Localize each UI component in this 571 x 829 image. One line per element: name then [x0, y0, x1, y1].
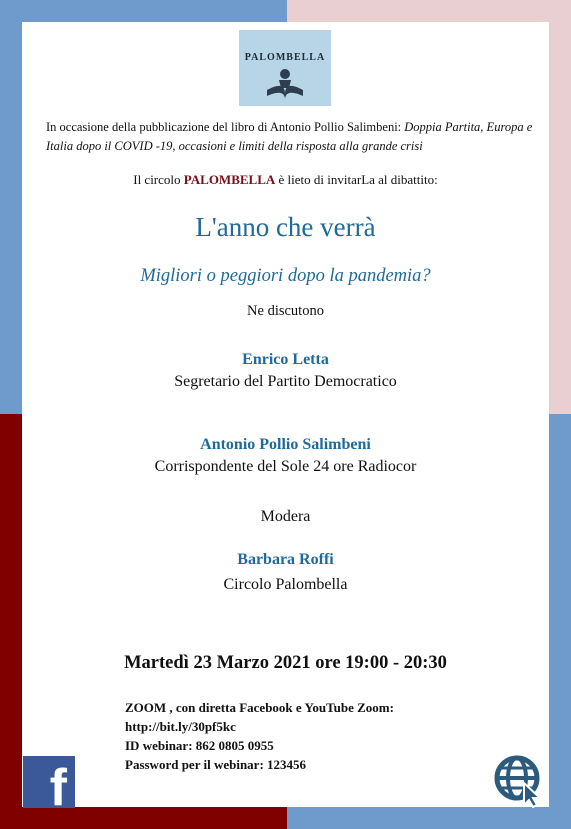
invite-after: è lieto di invitarLa al dibattito:: [275, 172, 438, 187]
webinar-id: ID webinar: 862 0805 0955: [125, 738, 274, 753]
web-globe-cursor-icon[interactable]: [491, 752, 547, 808]
speaker-name: Antonio Pollio Salimbeni: [200, 436, 371, 453]
event-title: L'anno che verrà: [195, 212, 376, 242]
logo-book-icon: [239, 30, 331, 106]
invite-line: [22, 172, 549, 188]
zoom-line: ZOOM , con diretta Facebook e YouTube Zoom:: [125, 700, 394, 715]
intro-lead: In occasione della pubblicazione del libro di Antonio Pollio Salimbeni:: [46, 120, 405, 134]
moderator-label: Modera: [260, 508, 311, 525]
speaker-role: Corrispondente del Sole 24 ore Radiocor: [154, 458, 417, 475]
facebook-icon[interactable]: f: [23, 756, 75, 808]
moderator-role: Circolo Palombella: [223, 576, 348, 593]
palombella-logo: [239, 30, 331, 106]
intro-text: [46, 118, 536, 156]
event-subtitle: Migliori o peggiori dopo la pandemia?: [140, 266, 431, 286]
logo-text: PALOMBELLA: [244, 52, 326, 63]
webinar-password: Password per il webinar: 123456: [125, 757, 307, 772]
speaker-name: Enrico Letta: [242, 351, 329, 368]
connection-details: [125, 698, 394, 774]
book-title: Doppia Partita, Europa e Italia dopo il COVID -19, occasioni e limiti della risposta alla grande crisi: [46, 120, 533, 153]
organization-name: PALOMBELLA: [183, 172, 276, 187]
zoom-link[interactable]: http://bit.ly/30pf5kc: [125, 719, 236, 734]
speaker-role: Segretario del Partito Democratico: [174, 373, 397, 390]
event-datetime: Martedì 23 Marzo 2021 ore 19:00 - 20:30: [124, 653, 447, 673]
moderator-name: Barbara Roffi: [237, 551, 334, 568]
discussants-label: Ne discutono: [247, 303, 324, 319]
invite-before: Il circolo: [133, 172, 184, 187]
